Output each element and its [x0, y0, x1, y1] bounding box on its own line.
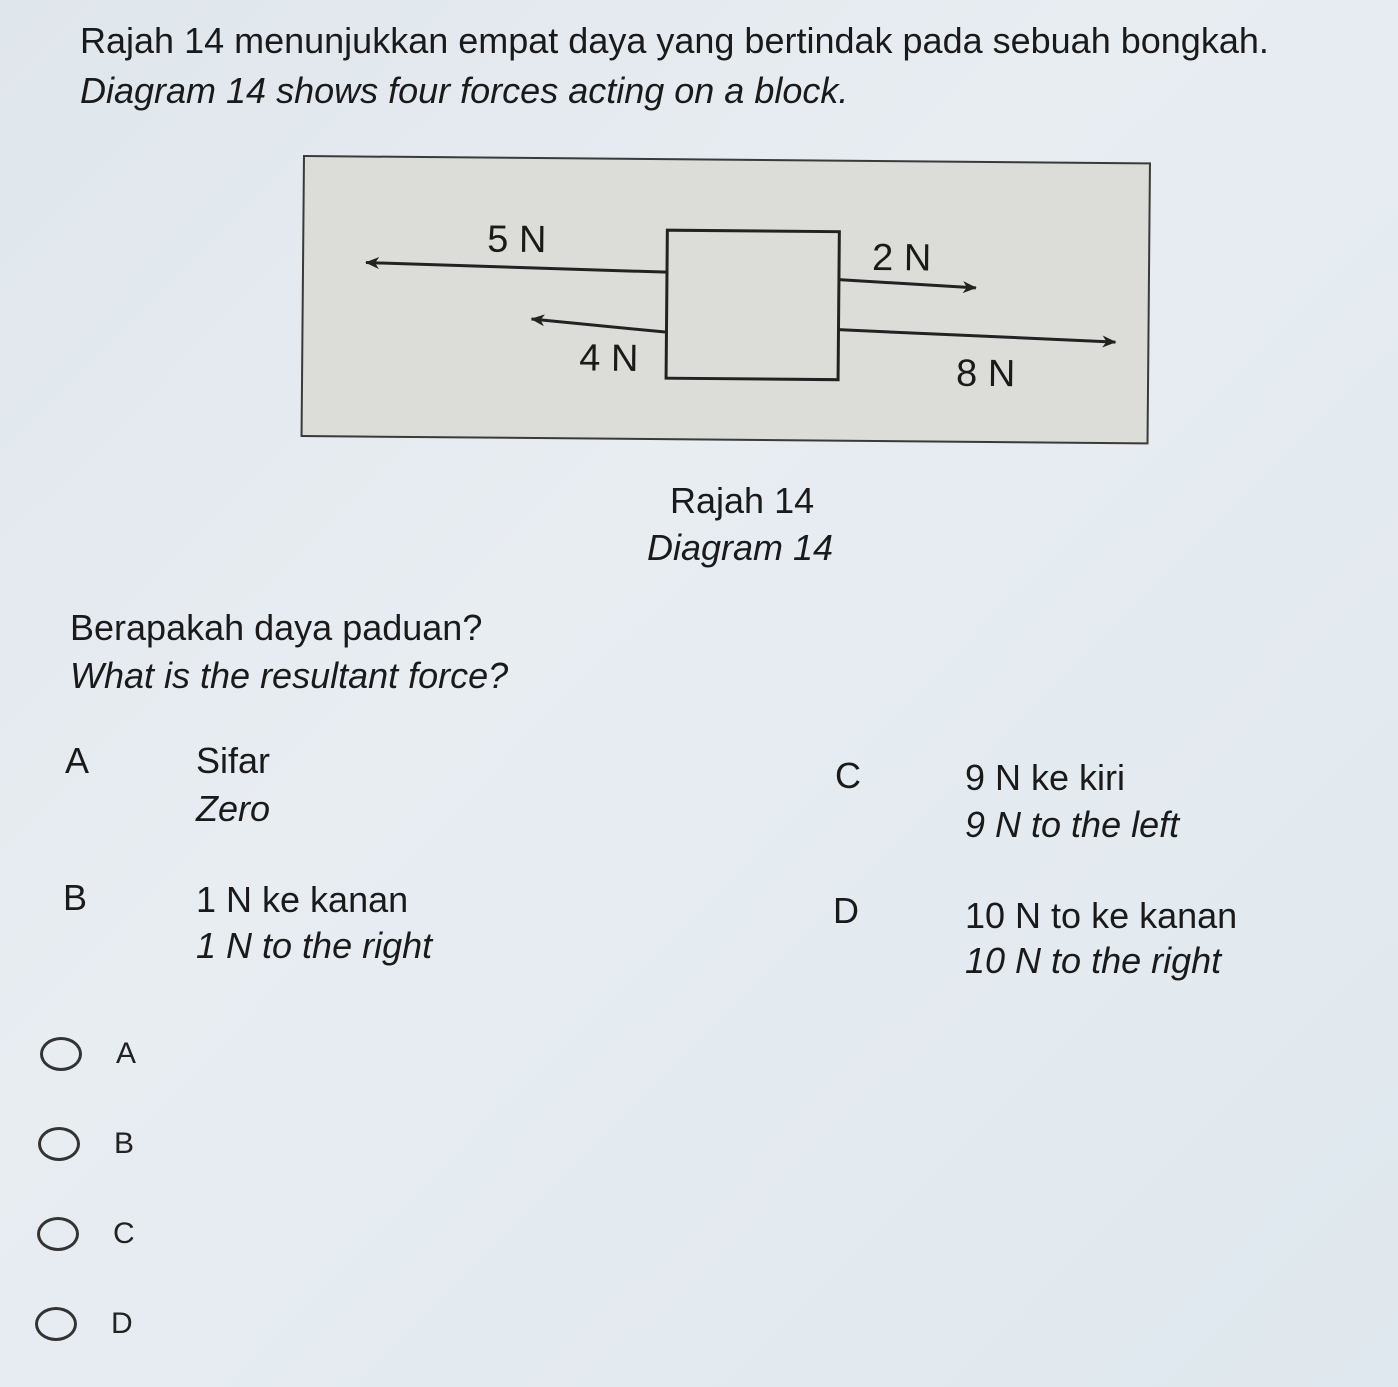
force-diagram-drawing: [303, 157, 1153, 446]
option-a-malay: Sifar: [196, 740, 271, 781]
prompt-english: What is the resultant force?: [70, 655, 509, 696]
option-d-malay: 10 N to ke kanan: [965, 895, 1238, 936]
radio-circle-icon[interactable]: [37, 1217, 79, 1251]
radio-circle-icon[interactable]: [38, 1127, 80, 1161]
radio-label-b[interactable]: B: [114, 1127, 135, 1160]
force-label-4n: 4 N: [579, 337, 639, 380]
option-d-english: 10 N to the right: [965, 940, 1222, 981]
option-b-letter: B: [63, 877, 88, 918]
force-arrow-4n: [531, 319, 666, 332]
question-text-english: Diagram 14 shows four forces acting on a block.: [80, 70, 849, 111]
force-arrow-5n: [366, 263, 667, 273]
force-arrow-2n: [839, 280, 976, 288]
question-text-malay: Rajah 14 menunjukkan empat daya yang bertindak pada sebuah bongkah.: [80, 20, 1269, 61]
option-c-english: 9 N to the left: [965, 804, 1180, 845]
diagram-caption-malay: Rajah 14: [670, 480, 815, 521]
option-a-letter: A: [65, 740, 90, 781]
radio-label-a[interactable]: A: [116, 1037, 137, 1070]
radio-option-a[interactable]: [40, 1037, 136, 1071]
option-b-malay: 1 N ke kanan: [196, 879, 409, 920]
diagram-caption-english: Diagram 14: [647, 527, 834, 568]
block: [666, 230, 839, 379]
force-label-8n: 8 N: [955, 352, 1016, 396]
force-label-2n: 2 N: [871, 236, 932, 280]
prompt-malay: Berapakah daya paduan?: [70, 607, 483, 648]
option-c-letter: C: [835, 755, 861, 796]
option-a-english: Zero: [196, 788, 271, 829]
radio-circle-icon[interactable]: [35, 1307, 77, 1341]
radio-circle-icon[interactable]: [40, 1037, 82, 1071]
radio-option-d[interactable]: [35, 1307, 133, 1341]
radio-option-c[interactable]: [37, 1217, 135, 1251]
force-label-5n: 5 N: [487, 218, 547, 262]
option-d-letter: D: [833, 890, 859, 931]
force-arrow-8n: [838, 330, 1115, 342]
radio-label-c[interactable]: C: [113, 1217, 135, 1250]
option-b-english: 1 N to the right: [196, 925, 433, 966]
radio-label-d[interactable]: D: [111, 1307, 133, 1340]
force-diagram: [301, 155, 1151, 444]
radio-option-b[interactable]: [38, 1127, 134, 1161]
option-c-malay: 9 N ke kiri: [965, 757, 1126, 798]
